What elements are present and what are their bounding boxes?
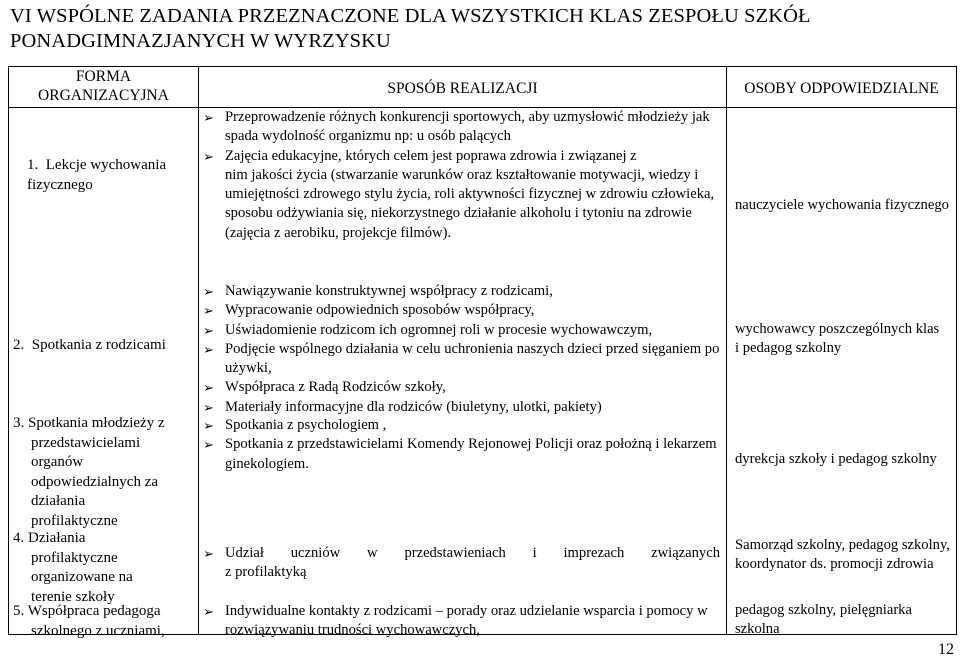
form-num: 1. (27, 157, 39, 173)
page-title-line2: PONADGIMNAZJANYCH W WYRZYSKU (10, 30, 391, 52)
arrow-bullet-icon: ➢ (203, 546, 214, 561)
form-num: 4. (13, 530, 25, 546)
responsible-item-5: pedagog szkolny, pielęgniarka szkolna (735, 602, 912, 637)
arrow-bullet-icon: ➢ (203, 604, 214, 619)
arrow-bullet-icon: ➢ (203, 284, 214, 299)
page-title-line1: VI WSPÓLNE ZADANIA PRZEZNACZONE DLA WSZYSTKICH KLAS ZESPOŁU SZKÓŁ (10, 5, 811, 27)
header-forma-line1: FORMA (75, 68, 132, 85)
list-item: ➢ Spotkania z przedstawicielami Komendy Rejonowej Policji oraz położną i lekarzem ginekologiem. (199, 435, 726, 474)
arrow-bullet-icon: ➢ (203, 303, 214, 319)
forms-column (9, 108, 199, 639)
method-group-4 (199, 544, 726, 583)
table-row (9, 108, 957, 635)
form-num: 2. (13, 337, 25, 353)
arrow-bullet-icon: ➢ (203, 380, 214, 396)
form-item-2 (13, 336, 195, 356)
list-item: ➢ Spotkania z psychologiem , (199, 416, 726, 435)
list-item: ➢ Zajęcia edukacyjne, których celem jest poprawa zdrowia i związanej z (199, 147, 726, 166)
arrow-bullet-icon: ➢ (203, 341, 214, 357)
arrow-bullet-icon: ➢ (203, 418, 214, 433)
form-item-1: 1. Lekcje wychowania fizycznego (27, 157, 167, 193)
header-forma (9, 67, 199, 108)
method-group-2 (199, 282, 726, 417)
form-item-4: 4. Działania profilaktyczne organizowane na terenie szkoły (13, 530, 133, 605)
methods-column (199, 108, 727, 639)
method-group-1 (199, 108, 726, 243)
arrow-bullet-icon: ➢ (203, 399, 214, 415)
header-osoby: OSOBY ODPOWIEDZIALNE (727, 67, 957, 108)
responsible-item-2: wychowawcy poszczególnych klas i pedagog szkolny (735, 321, 940, 356)
list-item-continued: z profilaktyką (225, 564, 307, 581)
form-item-5: 5. Współpraca pedagoga szkolnego z uczniami, (13, 603, 165, 639)
method-group-3 (199, 416, 726, 474)
list-item: ➢ Podjęcie wspólnego działania w celu uchronienia naszych dzieci przed sięganiem po używki, (199, 340, 726, 379)
list-item: ➢ Przeprowadzenie różnych konkurencji sportowych, aby uzmysłowić młodzieży jak spada wydolność organizmu np: u osób palących (199, 108, 726, 147)
responsible-item-3: dyrekcja szkoły i pedagog szkolny (735, 451, 937, 467)
header-forma-line2: ORGANIZACYJNA (38, 87, 169, 104)
form-label: Spotkania z rodzicami (31, 337, 166, 353)
list-item: ➢ Współpraca z Radą Rodziców szkoły, (199, 378, 726, 397)
table-header-row (9, 67, 957, 108)
responsible-item-4: Samorząd szkolny, pedagog szkolny, koordynator ds. promocji zdrowia (735, 537, 950, 572)
responsible-column (727, 108, 957, 635)
list-item: ➢ Indywidualne kontakty z rodzicami – porady oraz udzielanie wsparcia i pomocy w rozwiązywaniu trudności wychowawczych, (199, 602, 726, 641)
page-number: 12 (938, 641, 954, 658)
arrow-bullet-icon: ➢ (203, 437, 214, 453)
form-num: 3. (13, 415, 25, 431)
list-item: ➢ Wypracowanie odpowiednich sposobów współpracy, (199, 301, 726, 320)
list-item: ➢ Nawiązywanie konstruktywnej współpracy z rodzicami, (199, 282, 726, 301)
arrow-bullet-icon: ➢ (203, 148, 214, 164)
list-item: ➢ Udział uczniów w przedstawieniach i imprezach związanych (199, 544, 726, 563)
page-title (10, 4, 940, 54)
list-item-continued: nim jakości życia (stwarzanie warunków oraz kształtowanie motywacji, wiedzy i umiejętności zdrowego stylu życia, roli aktywności fizycznej w zdrowiu człowieka, sposobu odżywiania się, niekorzystnego działanie alkoholu i tytoniu na zdrowie (zajęcia z aerobiku, projekcje filmów). (225, 166, 715, 241)
list-item: ➢ Uświadomienie rodzicom ich ogromnej roli w procesie wychowawczym, (199, 321, 726, 340)
form-item-3: 3. Spotkania młodzieży z przedstawicielami organów odpowiedzialnych za działania profilaktyczne (13, 415, 165, 529)
method-group-5 (199, 602, 726, 641)
tasks-table (8, 66, 957, 639)
responsible-item-1: nauczyciele wychowania fizycznego (735, 197, 949, 213)
list-item: ➢ Materiały informacyjne dla rodziców (biuletyny, ulotki, pakiety) (199, 398, 726, 417)
header-sposob: SPOSÓB REALIZACJI (199, 67, 727, 108)
arrow-bullet-icon: ➢ (203, 110, 214, 125)
arrow-bullet-icon: ➢ (203, 322, 214, 338)
form-num: 5. (13, 603, 25, 619)
